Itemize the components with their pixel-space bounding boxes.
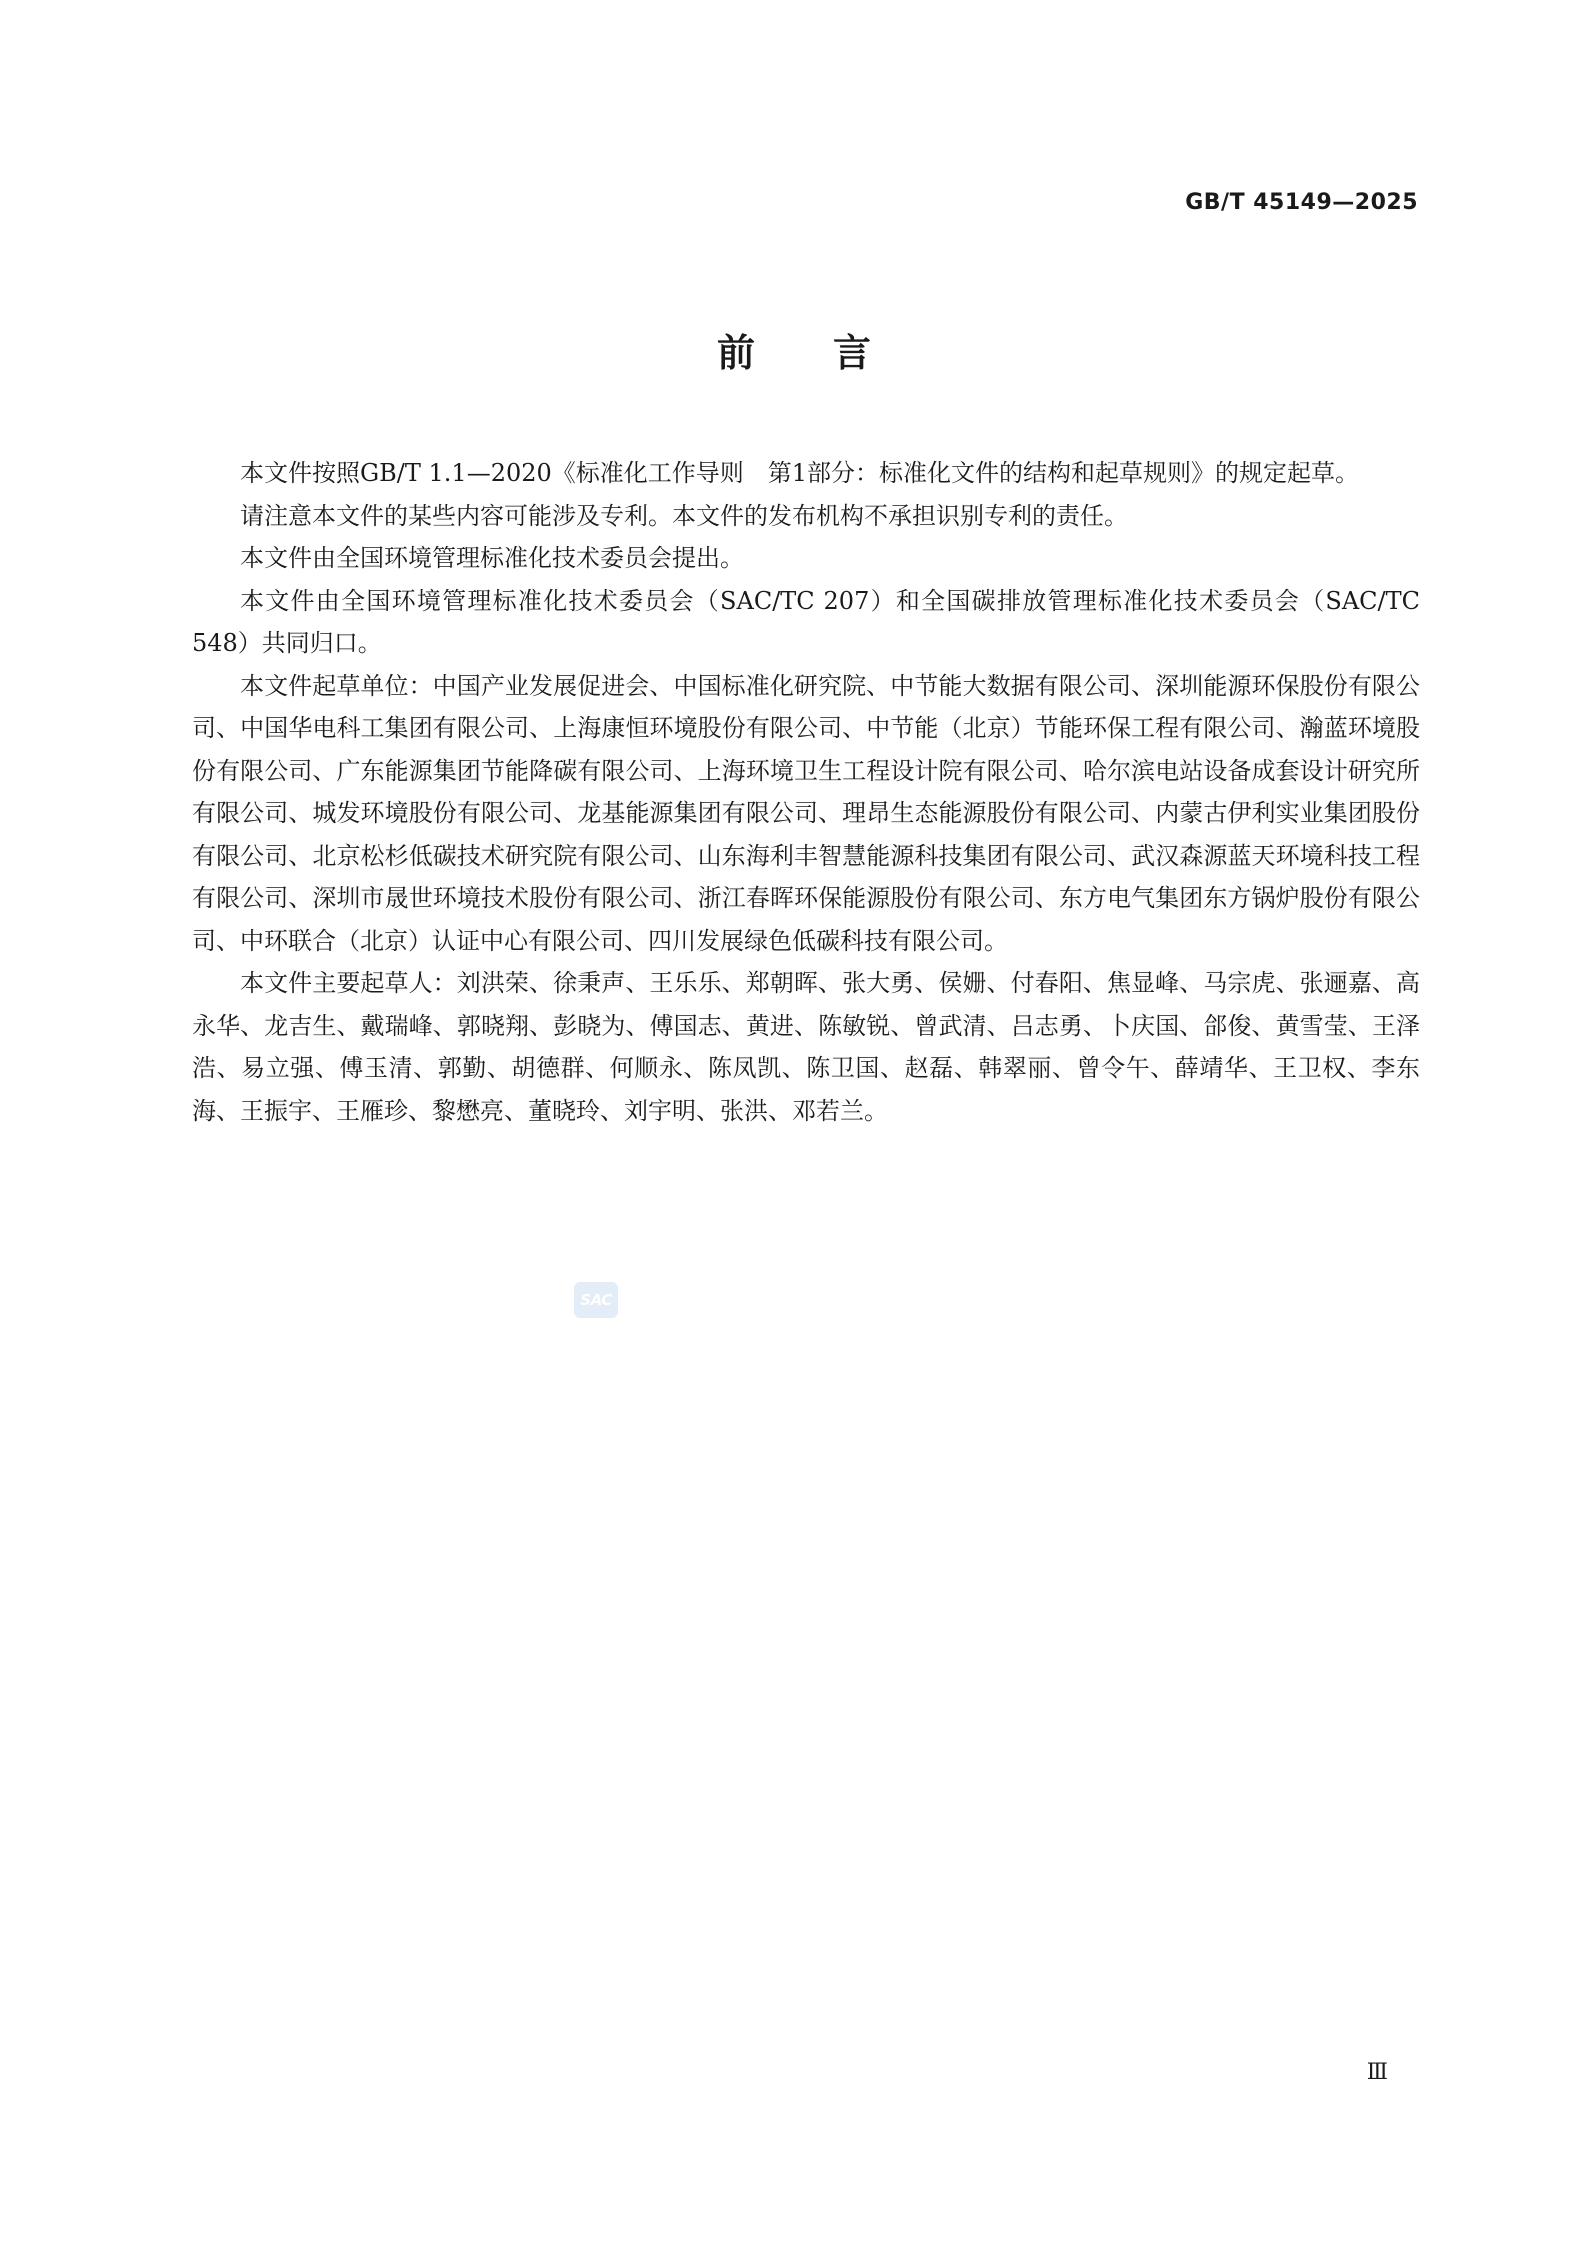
document-code: GB/T 45149—2025 <box>1185 190 1418 215</box>
paragraph-main-drafters: 本文件主要起草人：刘洪荣、徐秉声、王乐乐、郑朝晖、张大勇、侯姗、付春阳、焦显峰、马宗虎、张逦嘉、高永华、龙吉生、戴瑞峰、郭晓翔、彭晓为、傅国志、黄进、陈敏锐、曾武清、吕志勇、卜庆国、郃俊、黄雪莹、王泽浩、易立强、傅玉清、郭勤、胡德群、何顺永、陈凤凯、陈卫国、赵磊、韩翠丽、曾令午、薛靖华、王卫权、李东海、王振宇、王雁珍、黎懋亮、董晓玲、刘宇明、张洪、邓若兰。 <box>192 969 1420 1125</box>
page-number: Ⅲ <box>1366 2060 1388 2085</box>
title-char-1: 前 <box>716 331 755 375</box>
page-title <box>0 322 1588 377</box>
sac-watermark-logo: SAC <box>574 1282 618 1318</box>
paragraph-drafting-rules: 本文件按照GB/T 1.1—2020《标准化工作导则 第1部分：标准化文件的结构和起草规则》的规定起草。 <box>240 459 1360 487</box>
paragraph-centralized-by: 本文件由全国环境管理标准化技术委员会（SAC/TC 207）和全国碳排放管理标准化技术委员会（SAC/TC 548）共同归口。 <box>192 586 1420 657</box>
title-char-2: 言 <box>833 331 872 375</box>
paragraph-proposed-by: 本文件由全国环境管理标准化技术委员会提出。 <box>240 544 744 572</box>
paragraph-patent-notice: 请注意本文件的某些内容可能涉及专利。本文件的发布机构不承担识别专利的责任。 <box>240 501 1128 530</box>
paragraph-drafting-organizations: 本文件起草单位：中国产业发展促进会、中国标准化研究院、中节能大数据有限公司、深圳能源环保股份有限公司、中国华电科工集团有限公司、上海康恒环境股份有限公司、中节能（北京）节能环保工程有限公司、瀚蓝环境股份有限公司、广东能源集团节能降碳有限公司、上海环境卫生工程设计院有限公司、哈尔滨电站设备成套设计研究所有限公司、城发环境股份有限公司、龙基能源集团有限公司、理昂生态能源股份有限公司、内蒙古伊利实业集团股份有限公司、北京松杉低碳技术研究院有限公司、山东海利丰智慧能源科技集团有限公司、武汉森源蓝天环境科技工程有限公司、深圳市晟世环境技术股份有限公司、浙江春晖环保能源股份有限公司、东方电气集团东方锅炉股份有限公司、中环联合（北京）认证中心有限公司、四川发展绿色低碳科技有限公司。 <box>192 671 1420 955</box>
foreword-body <box>192 452 1420 1132</box>
